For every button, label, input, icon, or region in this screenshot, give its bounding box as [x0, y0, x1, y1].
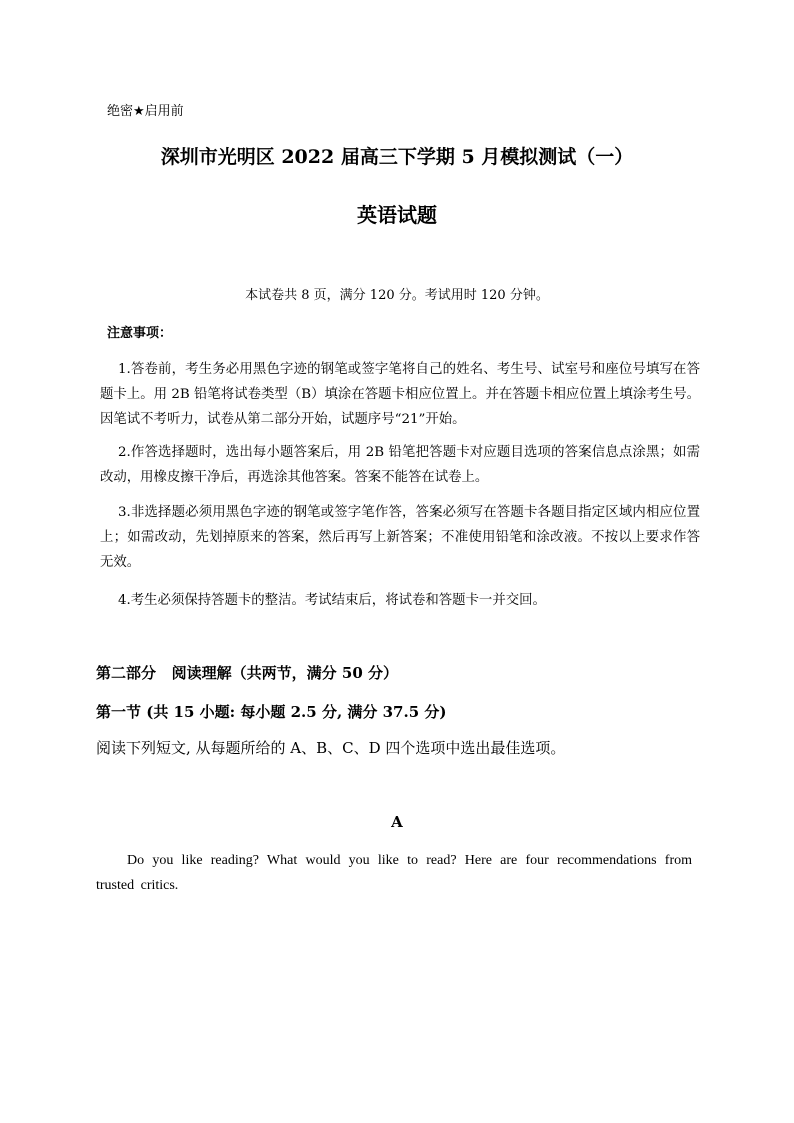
confidentiality-label: 绝密★启用前: [107, 104, 184, 119]
section-heading: 第一节 (共 15 小题: 每小题 2.5 分, 满分 37.5 分): [96, 703, 447, 721]
part-heading: 第二部分 阅读理解（共两节，满分 50 分）: [96, 664, 398, 682]
notice-item: 1.答卷前，考生务必用黑色字迹的钢笔或签字笔将自己的姓名、考生号、试室号和座位号填写在答题卡上。用 2B 铅笔将试卷类型（B）填涂在答题卡相应位置上。并在答题卡相应位置上填涂考生号。因笔试不考听力，试卷从第二部分开始，试题序号“21”开始。: [100, 362, 700, 427]
passage-letter: A: [391, 813, 403, 831]
section-instruction: 阅读下列短文, 从每题所给的 A、B、C、D 四个选项中选出最佳选项。: [96, 739, 566, 757]
exam-title: 深圳市光明区 2022 届高三下学期 5 月模拟测试（一）: [160, 146, 634, 168]
passage-text: Do you like reading? What would you like to read? Here are four recommendations from trusted critics.: [96, 853, 692, 893]
notice-item: 3.非选择题必须用黑色字迹的钢笔或签字笔作答，答案必须写在答题卡各题目指定区域内相应位置上；如需改动，先划掉原来的答案，然后再写上新答案；不准使用铅笔和涂改液。不按以上要求作答无效。: [100, 505, 700, 570]
notice-item: 4.考生必须保持答题卡的整洁。考试结束后，将试卷和答题卡一并交回。: [118, 593, 546, 608]
exam-subtitle: 英语试题: [357, 203, 437, 227]
notice-heading: 注意事项：: [107, 326, 173, 341]
notice-item: 2.作答选择题时，选出每小题答案后，用 2B 铅笔把答题卡对应题目选项的答案信息点涂黑；如需改动，用橡皮擦干净后，再选涂其他答案。答案不能答在试卷上。: [100, 445, 700, 485]
exam-info: 本试卷共 8 页，满分 120 分。考试用时 120 分钟。: [245, 288, 549, 303]
